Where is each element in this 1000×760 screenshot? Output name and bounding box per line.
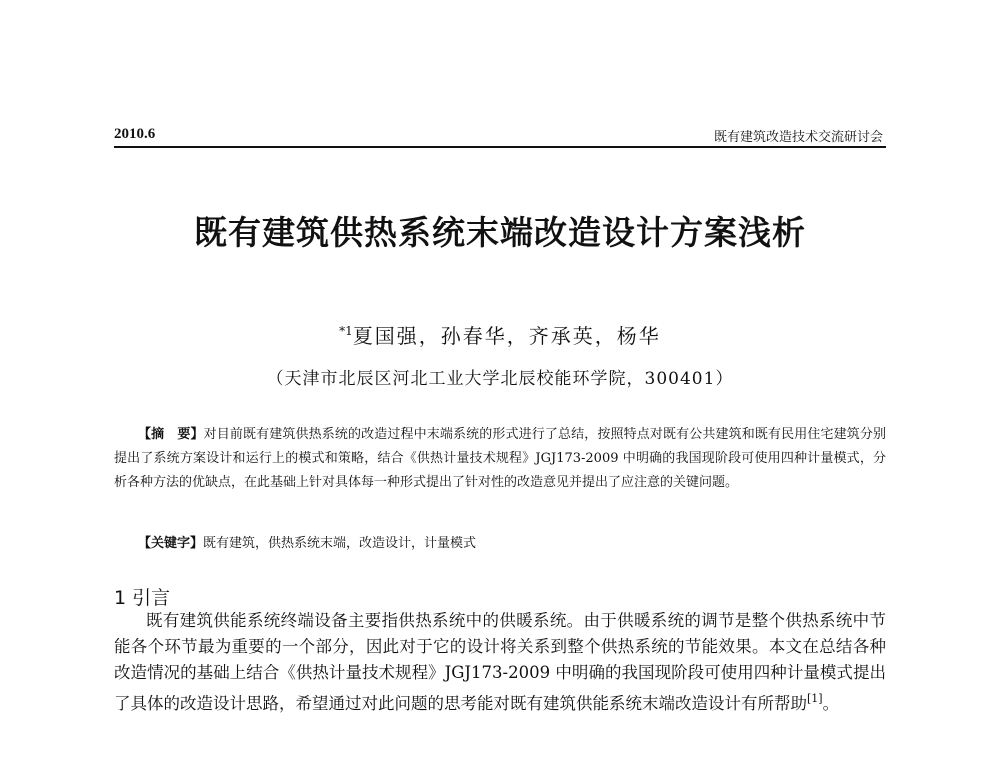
abstract-paragraph (114, 423, 886, 495)
section-heading-introduction: 1 引言 (114, 587, 171, 609)
abstract-label: 【摘 要】 (138, 427, 204, 442)
author-line (0, 320, 1000, 349)
author-marker: *1 (339, 324, 353, 338)
running-header-date: 2010.6 (114, 126, 156, 142)
keywords-text: 既有建筑，供热系统末端，改造设计，计量模式 (203, 536, 477, 551)
author-names: 夏国强，孙春华，齐承英，杨华 (352, 324, 661, 348)
introduction-text: 既有建筑供能系统终端设备主要指供热系统中的供暖系统。由于供暖系统的调节是整个供热系统中节能各个环节最为重要的一个部分，因此对于它的设计将关系到整个供热系统的节能效果。本文在总结各种改造情况的基础上结合《供热计量技术规程》JGJ173-2009 中明确的我国现阶段可使用四种计量模式提出了具体的改造设计思路，希望通过对此问题的思考能对既有建筑供能系统末端改造设计有所帮助 (114, 611, 886, 713)
keywords-line (138, 532, 476, 551)
running-header-conference: 既有建筑改造技术交流研讨会 (713, 130, 883, 145)
introduction-end: 。 (822, 694, 840, 713)
keywords-label: 【关键字】 (138, 536, 204, 551)
affiliation: （天津市北辰区河北工业大学北辰校能环学院，300401） (266, 369, 734, 389)
citation-ref: [1] (807, 692, 823, 705)
abstract-text: 对目前既有建筑供热系统的改造过程中末端系统的形式进行了总结，按照特点对既有公共建筑和既有民用住宅建筑分别提出了系统方案设计和运行上的模式和策略，结合《供热计量技术规程》JGJ173-2009 中明确的我国现阶段可使用四种计量模式，分析各种方法的优缺点，在此基础上针对具体每一种形式提出了针对性的改造意见并提出了应注意的关键问题。 (114, 427, 886, 490)
header-rule (114, 146, 886, 148)
introduction-paragraph (114, 608, 886, 717)
paper-title: 既有建筑供热系统末端改造设计方案浅析 (194, 213, 806, 252)
